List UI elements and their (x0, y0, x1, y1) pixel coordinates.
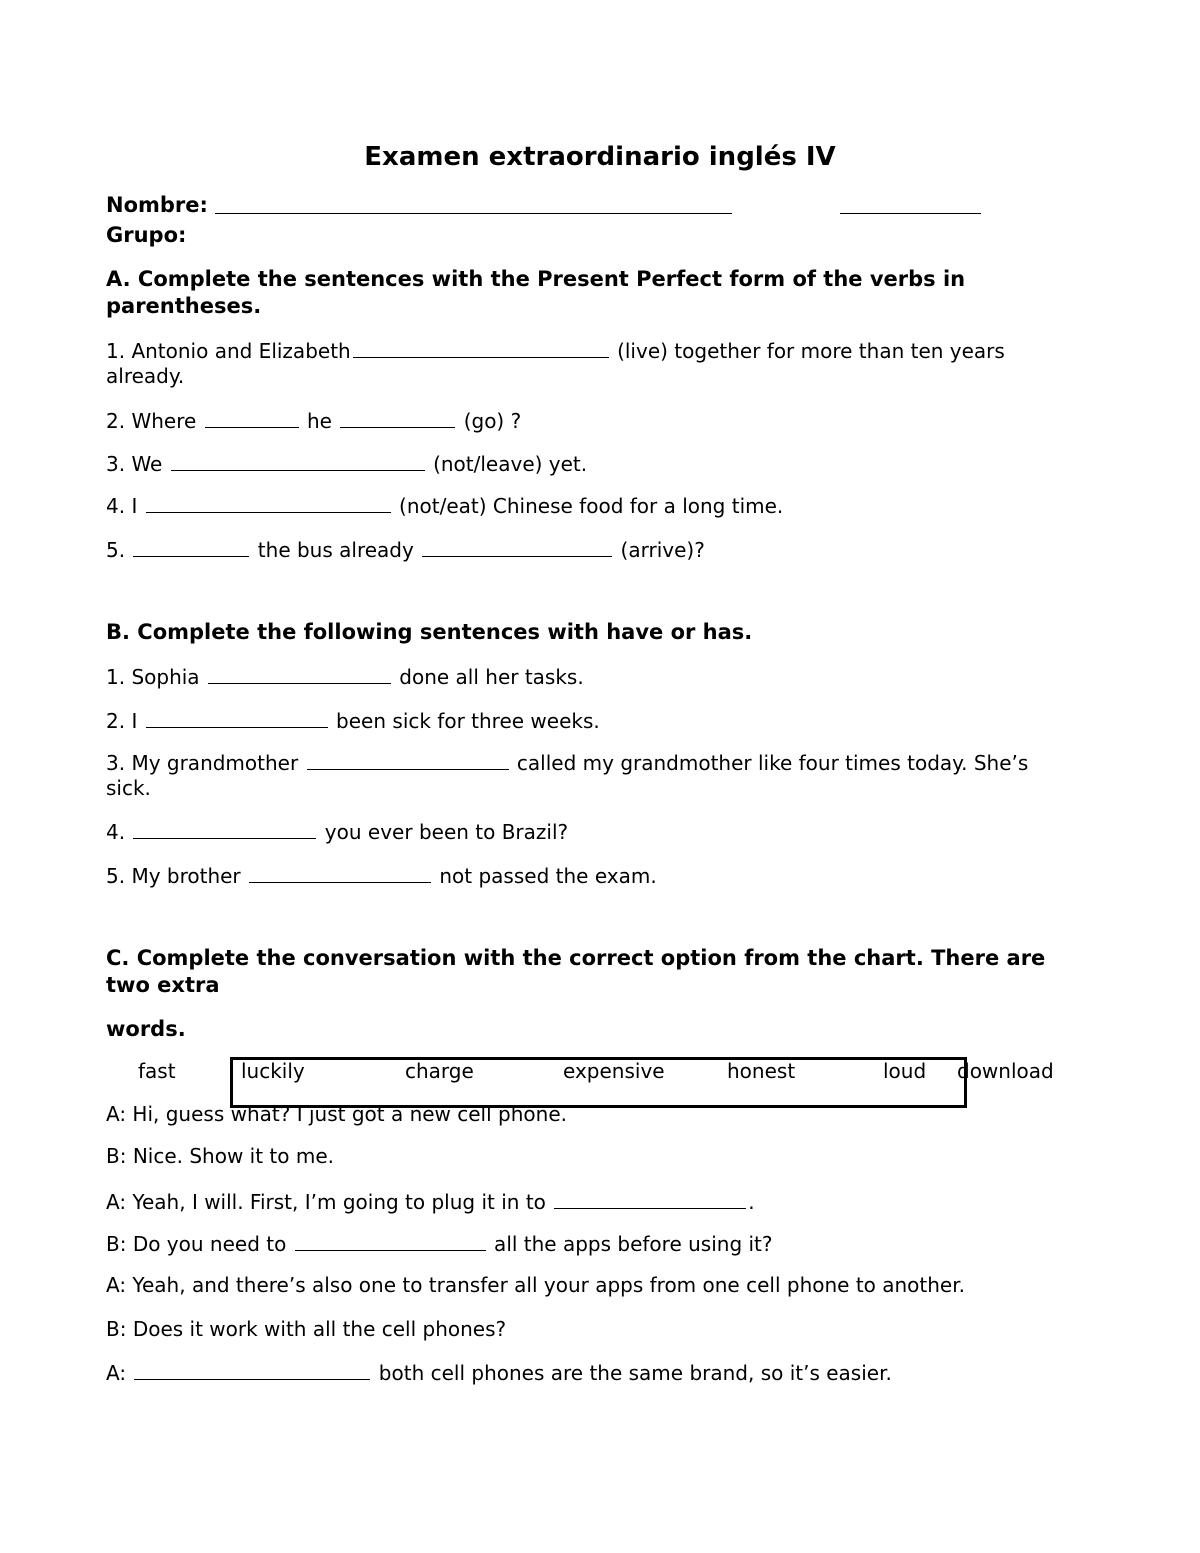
section-c-instruction-1: C. Complete the conversation with the correct option from the chart. There are (106, 946, 1046, 970)
item-text: he (300, 409, 339, 433)
section-a-item-5 (106, 536, 705, 562)
word-bank-item: luckily (241, 1059, 305, 1083)
item-text: 5. My brother (106, 864, 248, 888)
item-text: (not/eat) Chinese food for a long time. (392, 494, 784, 518)
word-bank-item: download (957, 1059, 1054, 1083)
section-b-item-3 (106, 749, 1028, 775)
answer-blank[interactable] (249, 862, 431, 883)
item-text: all the apps before using it? (487, 1232, 773, 1256)
section-a-instruction-1: A. Complete the sentences with the Present Perfect form of the verbs in (106, 267, 966, 291)
item-text: you ever been to Brazil? (318, 820, 569, 844)
answer-blank[interactable] (146, 707, 328, 728)
item-text: 4. (106, 820, 132, 844)
answer-blank[interactable] (295, 1230, 486, 1251)
section-b-item-4 (106, 818, 568, 844)
item-text: been sick for three weeks. (329, 709, 600, 733)
answer-blank[interactable] (353, 337, 609, 358)
item-text: 1. Antonio and Elizabeth (106, 339, 351, 363)
conversation-line-4 (106, 1230, 773, 1256)
section-a-item-1 (106, 337, 1005, 363)
answer-blank[interactable] (208, 663, 391, 684)
item-text: both cell phones are the same brand, so it’s easier. (372, 1361, 892, 1385)
conversation-line-3 (106, 1188, 755, 1214)
item-text: (live) together for more than ten years (610, 339, 1005, 363)
section-a-item-2 (106, 407, 521, 433)
nombre-line[interactable] (215, 213, 732, 214)
conversation-line-5: A: Yeah, and there’s also one to transfer all your apps from one cell phone to another. (106, 1273, 965, 1297)
item-text: 2. I (106, 709, 144, 733)
section-a-item-4 (106, 492, 783, 518)
answer-blank[interactable] (133, 818, 316, 839)
item-text: 4. I (106, 494, 144, 518)
item-text: (arrive)? (614, 538, 705, 562)
item-text: A: Yeah, I will. First, I’m going to plug it in to (106, 1190, 553, 1214)
item-text: A: (106, 1361, 133, 1385)
word-bank-item: charge (405, 1059, 474, 1083)
item-text: called my grandmother like four times today. She’s (510, 751, 1029, 775)
item-text: 5. (106, 538, 132, 562)
section-a-item-1-cont: already. (106, 364, 185, 388)
answer-blank[interactable] (422, 536, 612, 557)
item-text: 2. Where (106, 409, 203, 433)
item-text: the bus already (251, 538, 421, 562)
section-b-item-1 (106, 663, 584, 689)
section-a-instruction-2: parentheses. (106, 294, 262, 318)
nombre-label: Nombre: (106, 193, 208, 217)
word-bank-item: fast (138, 1059, 176, 1083)
section-b-item-5 (106, 862, 657, 888)
word-bank-item: honest (727, 1059, 796, 1083)
item-text: (not/leave) yet. (426, 452, 588, 476)
item-text: not passed the exam. (433, 864, 657, 888)
section-b-instruction: B. Complete the following sentences with have or has. (106, 620, 753, 644)
section-b-item-2 (106, 707, 600, 733)
section-b-item-3-cont: sick. (106, 776, 151, 800)
item-text: B: Do you need to (106, 1232, 293, 1256)
answer-blank[interactable] (554, 1188, 746, 1209)
answer-blank[interactable] (340, 407, 455, 428)
item-text: (go) ? (457, 409, 522, 433)
section-c-instruction-2: two extra (106, 973, 220, 997)
answer-blank[interactable] (307, 749, 509, 770)
item-text: done all her tasks. (392, 665, 584, 689)
page-title: Examen extraordinario inglés IV (364, 142, 836, 172)
conversation-line-6: B: Does it work with all the cell phones? (106, 1317, 507, 1341)
conversation-line-2: B: Nice. Show it to me. (106, 1144, 335, 1168)
answer-blank[interactable] (171, 450, 425, 471)
grupo-label: Grupo: (106, 223, 187, 247)
answer-blank[interactable] (205, 407, 299, 428)
answer-blank[interactable] (134, 1359, 370, 1380)
item-text: . (748, 1190, 755, 1214)
item-text: 3. We (106, 452, 169, 476)
answer-blank[interactable] (146, 492, 391, 513)
word-bank-item: expensive (563, 1059, 665, 1083)
section-a-item-3 (106, 450, 587, 476)
word-bank-item: loud (883, 1059, 927, 1083)
item-text: 1. Sophia (106, 665, 206, 689)
date-line[interactable] (840, 213, 981, 214)
item-text: 3. My grandmother (106, 751, 305, 775)
section-c-instruction-3: words. (106, 1017, 186, 1041)
answer-blank[interactable] (133, 536, 249, 557)
conversation-line-7 (106, 1359, 892, 1385)
conversation-line-1: A: Hi, guess what? I just got a new cell phone. (106, 1102, 567, 1126)
